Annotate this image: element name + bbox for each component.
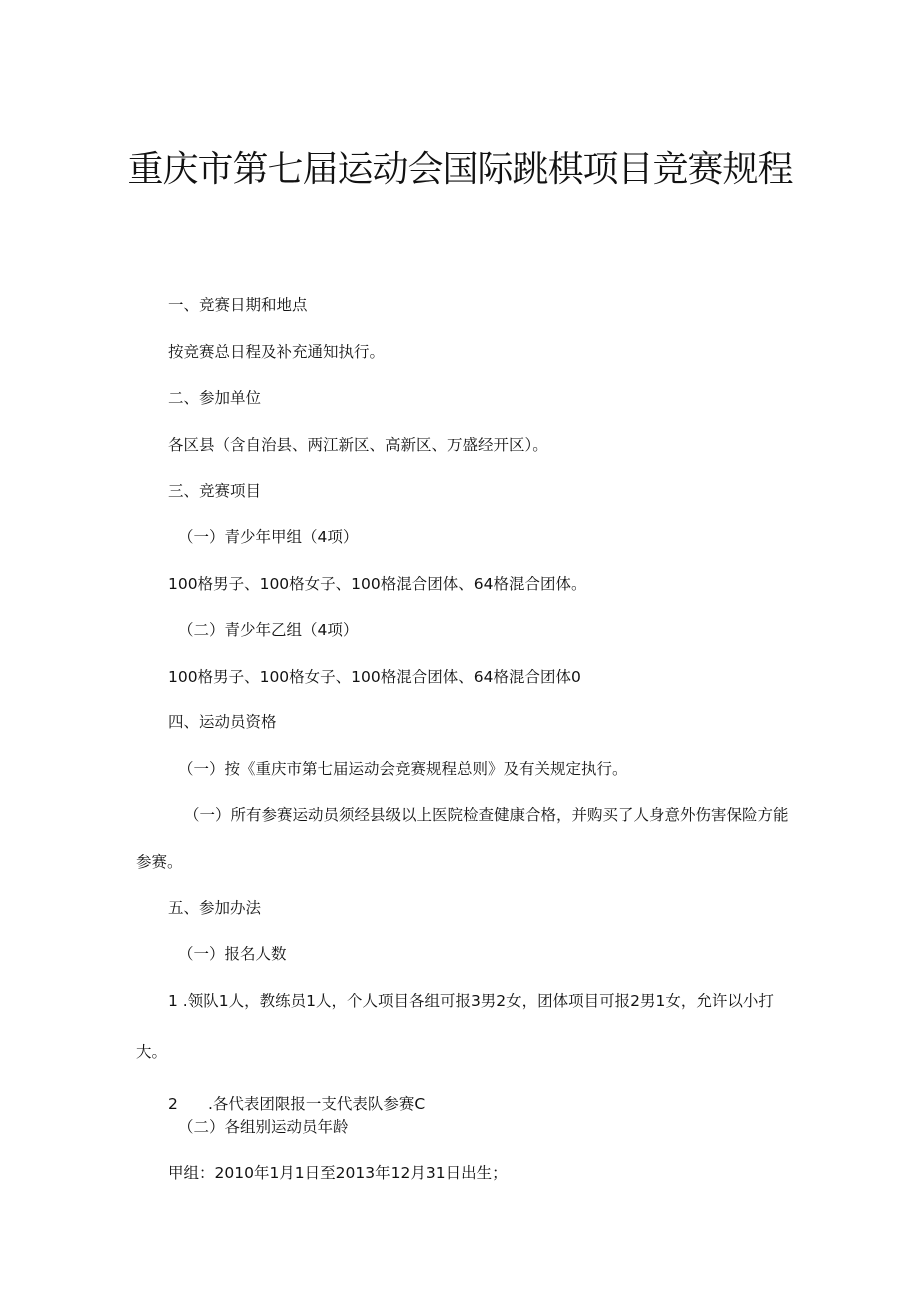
item-number: 2 (168, 1095, 178, 1113)
section-heading-registration: 五、参加办法 (168, 899, 262, 917)
subheading-age-groups: （二）各组别运动员年龄 (178, 1118, 349, 1136)
paragraph-registration-numbers: 1 .领队1人，教练员1人，个人项目各组可报3男2女，团体项目可报2男1女，允许以小打 (168, 992, 774, 1010)
subheading-group-b: （二）青少年乙组（4项） (178, 621, 359, 639)
document-title: 重庆市第七届运动会国际跳棋项目竞赛规程 (127, 149, 793, 190)
subheading-registration-numbers: （一）报名人数 (178, 945, 287, 963)
paragraph-schedule: 按竞赛总日程及补充通知执行。 (168, 343, 386, 361)
paragraph-participants: 各区县（含自治县、两江新区、高新区、万盛经开区）。 (168, 436, 548, 454)
paragraph-group-a-age: 甲组：2010年1月1日至2013年12月31日出生； (168, 1164, 508, 1182)
paragraph-group-a-events: 100格男子、100格女子、100格混合团体、64格混合团体。 (168, 575, 587, 593)
paragraph-team-limit (168, 1093, 425, 1115)
section-heading-events: 三、竞赛项目 (168, 482, 262, 500)
paragraph-eligibility-health: （一）所有参赛运动员须经县级以上医院检查健康合格，并购买了人身意外伤害保险方能 (184, 806, 789, 824)
section-heading-date-venue: 一、竞赛日期和地点 (168, 296, 308, 314)
section-heading-eligibility: 四、运动员资格 (168, 713, 277, 731)
team-limit-text: .各代表团限报一支代表队参赛C (208, 1095, 426, 1113)
subheading-group-a: （一）青少年甲组（4项） (178, 528, 359, 546)
paragraph-registration-numbers-cont: 大。 (136, 1043, 168, 1061)
paragraph-group-b-events: 100格男子、100格女子、100格混合团体、64格混合团体0 (168, 668, 581, 686)
paragraph-eligibility-health-cont: 参赛。 (136, 853, 183, 871)
paragraph-eligibility-rules: （一）按《重庆市第七届运动会竞赛规程总则》及有关规定执行。 (178, 760, 628, 778)
section-heading-participants: 二、参加单位 (168, 389, 262, 407)
